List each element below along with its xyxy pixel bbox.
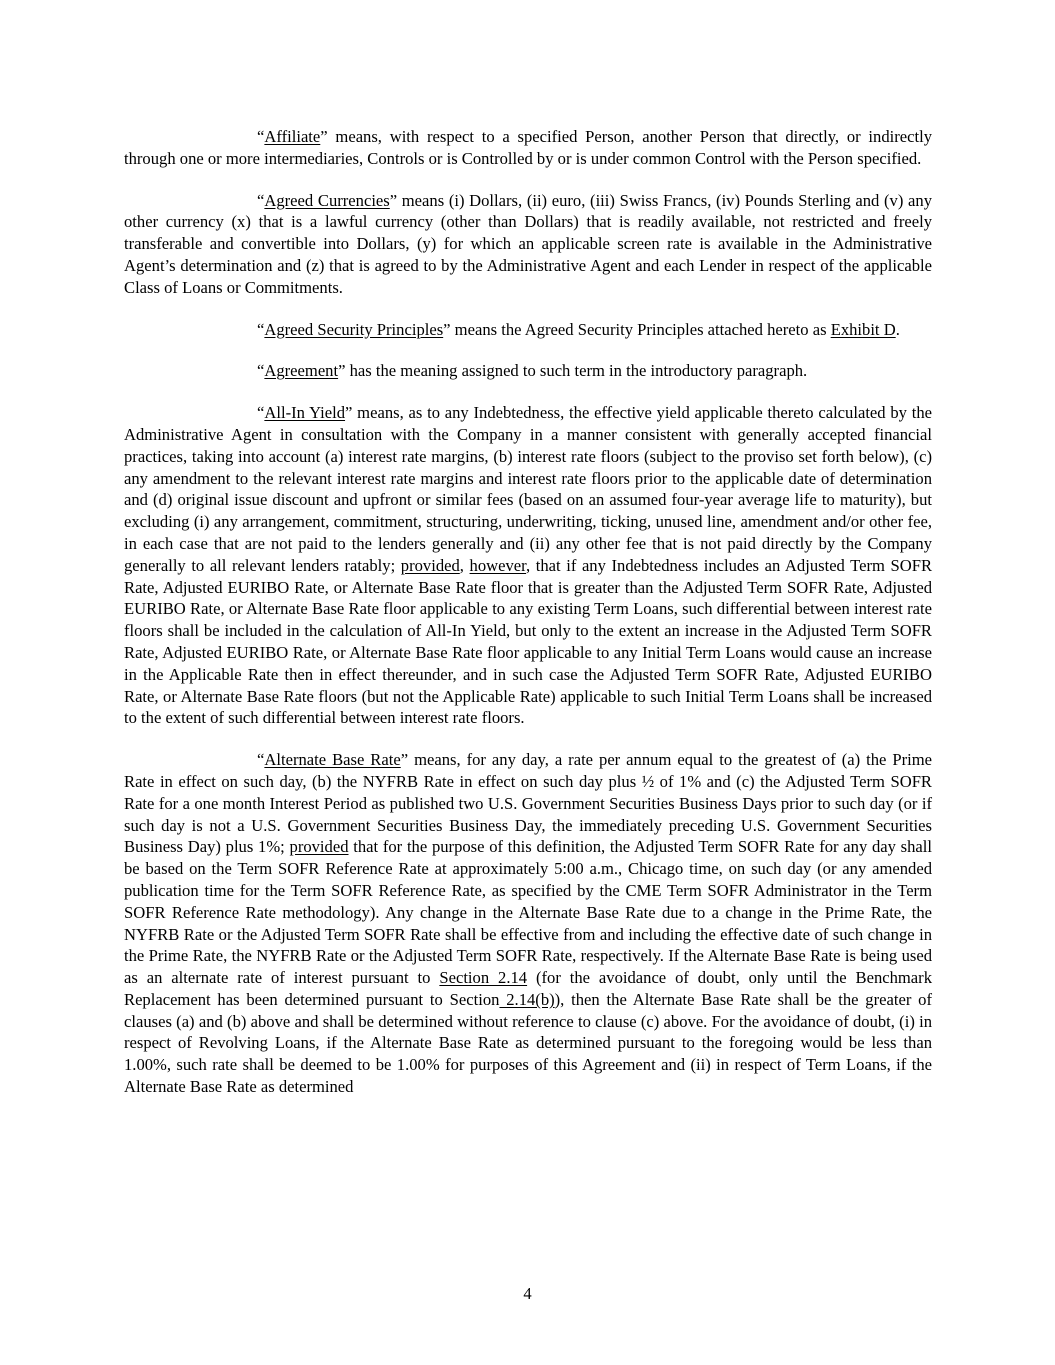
page-number: 4 bbox=[523, 1284, 532, 1303]
section-reference: 2.14(b) bbox=[499, 989, 555, 1009]
definition-agreed-security-principles: “Agreed Security Principles” means the Agreed Security Principles attached hereto as Exhibit D. bbox=[257, 319, 900, 339]
defined-term: All-In Yield bbox=[264, 403, 346, 423]
section-reference: Section 2.14 bbox=[439, 968, 528, 988]
definition-text: ” means (i) Dollars, (ii) euro, (iii) Swiss Francs, (iv) Pounds Sterling and (v) any other currency (x) that is a lawful currency (other than Dollars) that is readily available, not restricted and freely transferable and convertible into Dollars, (y) for which an applicable screen rate is available in the Administrative Agent’s determination and (z) that is agreed to by the Administrative Agent and each Lender in respect of the applicable Class of Loans or Commitments. bbox=[124, 190, 932, 297]
definition-agreed-currencies: “Agreed Currencies” means (i) Dollars, (ii) euro, (iii) Swiss Francs, (iv) Pounds Sterling and (v) any other currency (x) that is a lawful currency (other than Dollars) that is readily available, not restricted and freely transferable and convertible into Dollars, (y) for which an applicable screen rate is available in the Administrative Agent’s determination and (z) that is agreed to by the Administrative Agent and each Lender in respect of the applicable Class of Loans or Commitments. bbox=[124, 190, 932, 297]
definition-text-mid: (for the avoidance of doubt, only until the Benchmark Replacement has been determined pursuant to Section bbox=[124, 968, 932, 1009]
definition-alternate-base-rate: “Alternate Base Rate” means, for any day, a rate per annum equal to the greatest of (a) the Prime Rate in effect on such day, (b) the NYFRB Rate in effect on such day plus ½ of 1% and (c) the Adjusted Term SOFR Rate for a one month Interest Period as published two U.S. Government Securities Business Days prior to such day (or if such day is not a U.S. Government Securities Business Day, the immediately preceding U.S. Government Securities Business Day) plus 1%; provided that for the purpose of this definition, the Adjusted Term SOFR Rate for any day shall be based on the Term SOFR Reference Rate at approximately 5:00 a.m., Chicago time, on such day (or any amended publication time for the Term SOFR Reference Rate, as specified by the CME Term SOFR Administrator in the Term SOFR Reference Rate methodology). Any change in the Alternate Base Rate due to a change in the Prime Rate, the NYFRB Rate or the Adjusted Term SOFR Rate shall be effective from and including the effective date of such change in the Prime Rate, the NYFRB Rate or the Adjusted Term SOFR Rate, respectively. If the Alternate Base Rate is being used as an alternate rate of interest pursuant to Section 2.14 (for the avoidance of doubt, only until the Benchmark Replacement has been determined pursuant to Section 2.14(b)), then the Alternate Base Rate shall be the greater of clauses (a) and (b) above and shall be determined without reference to clause (c) above. For the avoidance of doubt, (i) in respect of Revolving Loans, if the Alternate Base Rate as determined pursuant to the foregoing would be less than 1.00%, such rate shall be deemed to be 1.00% for purposes of this Agreement and (ii) in respect of Term Loans, if the Alternate Base Rate as determined bbox=[124, 750, 933, 1097]
defined-term: Affiliate bbox=[264, 127, 321, 146]
definition-text: ” means, with respect to a specified Person, another Person that directly, or indirectly through one or more intermediaries, Controls or is Controlled by or is under common Control with the Person specified. bbox=[124, 127, 932, 168]
proviso-provided: provided bbox=[289, 837, 349, 857]
proviso-however: however bbox=[469, 555, 527, 575]
definition-text: ” has the meaning assigned to such term in the introductory paragraph. bbox=[338, 361, 808, 381]
proviso-provided: provided bbox=[400, 555, 460, 575]
definition-agreement: “Agreement” has the meaning assigned to such term in the introductory paragraph. bbox=[257, 361, 808, 381]
definition-all-in-yield: “All-In Yield” means, as to any Indebtedness, the effective yield applicable thereto calculated by the Administrative Agent in consultation with the Company in a manner consistent with generally accepted financial practices, taking into account (a) interest rate margins, (b) interest rate floors (subject to the proviso set forth below), (c) any amendment to the relevant interest rate margins and interest rate floors prior to the applicable date of determination and (d) original issue discount and upfront or similar fees (based on an assumed four-year average life to maturity), but excluding (i) any arrangement, commitment, structuring, underwriting, ticking, unused line, amendment and/or other fee, in each case that are not paid to the lenders generally and (ii) any other fee that is not paid directly by the Company generally to all relevant lenders ratably; provided, however, that if any Indebtedness includes an Adjusted Term SOFR Rate, Adjusted EURIBO Rate, or Alternate Base Rate floor that is greater than the Adjusted Term SOFR Rate, Adjusted EURIBO Rate, or Alternate Base Rate floor applicable to any existing Term Loans, such differential between interest rate floors shall be included in the calculation of All-In Yield, but only to the extent an increase in the Adjusted Term SOFR Rate, Adjusted EURIBO Rate, or Alternate Base Rate floor applicable to any Initial Term Loans would cause an increase in the Applicable Rate then in effect thereunder, and in such case the Adjusted Term SOFR Rate, Adjusted EURIBO Rate, or Alternate Base Rate floors (but not the Applicable Rate) applicable to such Initial Term Loans shall be increased to the extent of such differential between interest rate floors. bbox=[124, 403, 933, 728]
definition-tail: ), then the Alternate Base Rate shall be the greater of clauses (a) and (b) above and shall be determined without reference to clause (c) above. For the avoidance of doubt, (i) in respect of Revolving Loans, if the Alternate Base Rate as determined pursuant to the foregoing would be less than 1.00%, such rate shall be deemed to be 1.00% for purposes of this Agreement and (ii) in respect of Term Loans, if the Alternate Base Rate as determined bbox=[124, 989, 932, 1097]
defined-term: Alternate Base Rate bbox=[264, 750, 401, 770]
definition-text-mid: , bbox=[459, 555, 470, 575]
definition-tail: , that if any Indebtedness includes an Adjusted Term SOFR Rate, Adjusted EURIBO Rate, or Alternate Base Rate floor that is greater than the Adjusted Term SOFR Rate, Adjusted EURIBO Rate, or Alternate Base Rate floor applicable to any existing Term Loans, such differential between interest rate floors shall be included in the calculation of All-In Yield, but only to the extent an increase in the Adjusted Term SOFR Rate, Adjusted EURIBO Rate, or Alternate Base Rate floor applicable to any Initial Term Loans would cause an increase in the Applicable Rate then in effect thereunder, and in such case the Adjusted Term SOFR Rate, Adjusted EURIBO Rate, or Alternate Base Rate floors (but not the Applicable Rate) applicable to such Initial Term Loans shall be increased to the extent of such differential between interest rate floors. bbox=[124, 555, 933, 728]
defined-term: Agreed Security Principles bbox=[264, 319, 444, 339]
exhibit-reference: Exhibit D bbox=[830, 319, 896, 339]
definition-text: ” means, as to any Indebtedness, the effective yield applicable thereto calculated by the Administrative Agent in consultation with the Company in a manner consistent with generally accepted financial practices, taking into account (a) interest rate margins, (b) interest rate floors (subject to the proviso set forth below), (c) any amendment to the relevant interest rate margins and interest rate floors prior to the applicable date of determination and (d) original issue discount and upfront or similar fees (based on an assumed four-year average life to maturity), but excluding (i) any arrangement, commitment, structuring, underwriting, ticking, unused line, amendment and/or other fee, in each case that are not paid to the lenders generally and (ii) any other fee that is not paid directly by the Company generally to all relevant lenders ratably; bbox=[124, 403, 932, 575]
definition-tail: . bbox=[895, 319, 900, 339]
definitions-section bbox=[124, 126, 932, 1098]
definition-text: ” means, for any day, a rate per annum equal to the greatest of (a) the Prime Rate in effect on such day, (b) the NYFRB Rate in effect on such day plus ½ of 1% and (c) the Adjusted Term SOFR Rate for a one month Interest Period as published two U.S. Government Securities Business Days prior to such day (or if such day is not a U.S. Government Securities Business Day, the immediately preceding U.S. Government Securities Business Day) plus 1%; bbox=[124, 750, 933, 857]
definition-text-mid: that for the purpose of this definition, the Adjusted Term SOFR Rate for any day shall be based on the Term SOFR Reference Rate at approximately 5:00 a.m., Chicago time, on such day (or any amended publication time for the Term SOFR Reference Rate, as specified by the CME Term SOFR Administrator in the Term SOFR Reference Rate methodology). Any change in the Alternate Base Rate due to a change in the Prime Rate, the NYFRB Rate or the Adjusted Term SOFR Rate shall be effective from and including the effective date of such change in the Prime Rate, the NYFRB Rate or the Adjusted Term SOFR Rate, respectively. If the Alternate Base Rate is being used as an alternate rate of interest pursuant to bbox=[124, 837, 933, 988]
defined-term: Agreement bbox=[264, 361, 339, 381]
definition-affiliate: “Affiliate” means, with respect to a specified Person, another Person that directly, or indirectly through one or more intermediaries, Controls or is Controlled by or is under common Control with the Person specified. bbox=[124, 127, 932, 168]
defined-term: Agreed Currencies bbox=[264, 190, 390, 210]
definition-text: ” means the Agreed Security Principles attached hereto as bbox=[443, 319, 831, 339]
